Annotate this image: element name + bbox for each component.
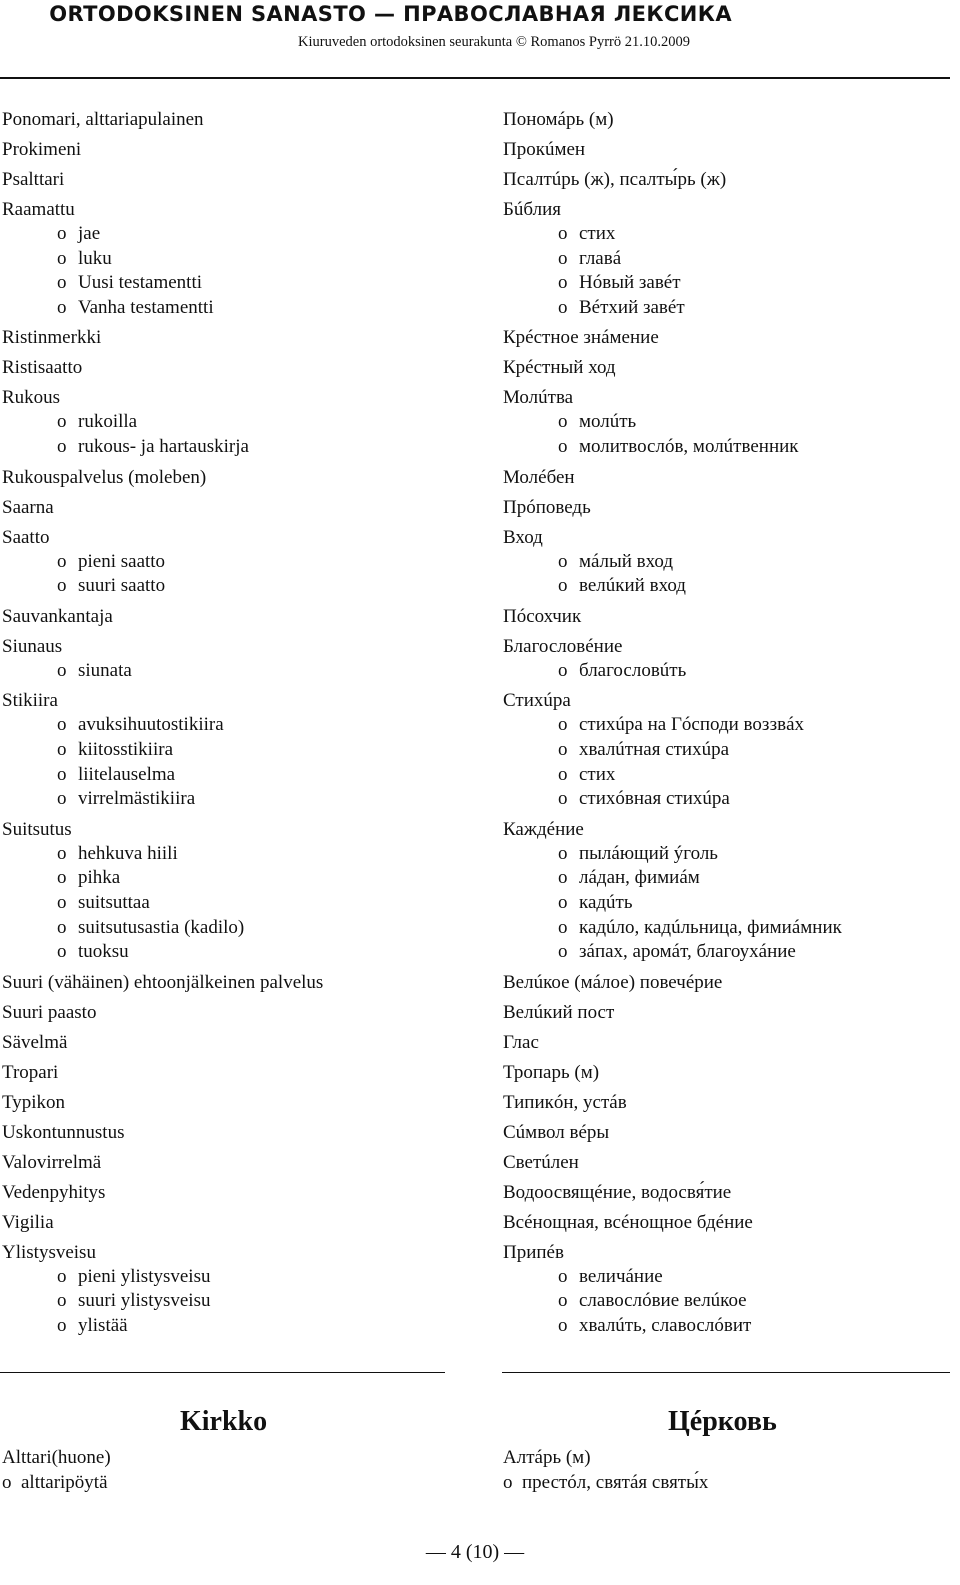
bullet-mark: o — [558, 842, 568, 864]
entry-subterm — [503, 1289, 953, 1314]
entry-term: Бúблия — [503, 199, 561, 220]
subterm-text: hehkuva hiili — [78, 842, 178, 864]
entry-term: Rukouspalvelus (moleben) — [2, 466, 207, 488]
entry-term: Prokimeni — [2, 139, 82, 160]
entry-subterm — [503, 296, 953, 321]
glossary-entry — [2, 1091, 472, 1115]
subterm-text: велúкий вход — [579, 575, 686, 597]
glossary-entry — [2, 1031, 472, 1055]
entry-subterm — [2, 940, 472, 965]
bullet-mark: o — [558, 659, 568, 681]
entry-term: Valovirrelmä — [2, 1151, 102, 1173]
entry-term: Ylistysveisu — [2, 1241, 96, 1263]
entry-subterm — [2, 659, 472, 684]
glossary-entry — [2, 1151, 472, 1175]
finnish-column — [2, 108, 472, 1344]
subterm-text: стихúра на Гóсподи воззвáх — [579, 714, 805, 736]
entry-term: Пономáрь (м) — [503, 109, 614, 130]
glossary-entry — [503, 526, 953, 599]
subterm-text: пылáющий ýголь — [579, 842, 718, 864]
entry-subterm — [2, 296, 472, 321]
bullet-mark: o — [558, 916, 568, 938]
entry-term: Ristisaatto — [2, 357, 83, 379]
bullet-mark: o — [57, 575, 67, 597]
subterm-text: славослóвие велúкое — [579, 1290, 747, 1312]
bullet-mark: o — [558, 714, 568, 736]
glossary-entry — [2, 1001, 472, 1025]
entry-term: Ponomari, alttariapulainen — [2, 109, 204, 130]
entry-term: Прокúмен — [503, 139, 586, 160]
entry-subterm — [503, 659, 953, 684]
entry-term: Typikon — [2, 1091, 66, 1113]
subterm-text: rukous- ja hartauskirja — [78, 435, 249, 457]
glossary-entry — [503, 496, 953, 520]
subterm-text: alttaripöytä — [21, 1471, 108, 1493]
right-separator — [502, 1372, 950, 1373]
entry-term: Велúкий пост — [503, 1001, 615, 1023]
entry-term: Припéв — [503, 1241, 564, 1263]
entry-term: Стихúра — [503, 690, 571, 712]
entry-term: Каждéние — [503, 818, 584, 840]
entry-subterm — [503, 550, 953, 575]
entry-term: Водоосвящéние, водосвя́тие — [503, 1181, 732, 1203]
header-rule — [0, 77, 950, 79]
entry-subterm — [2, 866, 472, 891]
bullet-mark: o — [57, 842, 67, 864]
bullet-mark: o — [558, 575, 568, 597]
entry-subterm — [503, 410, 953, 435]
entry-term: Алтáрь (м) — [503, 1447, 591, 1468]
bullet-mark: o — [2, 1471, 12, 1493]
entry-term: Suuri paasto — [2, 1001, 97, 1023]
bullet-mark: o — [558, 1290, 568, 1312]
entry-term: Велúкое (мáлое) повечéрие — [503, 971, 723, 993]
bullet-mark: o — [558, 738, 568, 760]
entry-term: Светúлен — [503, 1151, 579, 1173]
subterm-text: молитвослóв, молúтвенник — [579, 435, 799, 457]
bullet-mark: o — [57, 435, 67, 457]
glossary-entry — [2, 1241, 472, 1339]
glossary-entry — [503, 168, 953, 192]
bullet-mark: o — [57, 223, 67, 244]
entry-subterm — [2, 787, 472, 812]
entry-term: Suitsutus — [2, 818, 72, 840]
glossary-entry — [503, 818, 953, 965]
glossary-entry — [503, 635, 953, 684]
subterm-text: кадúть — [579, 891, 633, 913]
glossary-entry — [503, 326, 953, 350]
entry-subterm — [2, 713, 472, 738]
subterm-text: молúть — [579, 411, 637, 433]
entry-term: Тропарь (м) — [503, 1061, 600, 1083]
glossary-entry — [503, 1001, 953, 1025]
bullet-mark: o — [57, 867, 67, 889]
entry-term: Прóповедь — [503, 496, 591, 518]
bullet-mark: o — [558, 296, 568, 318]
entry-subterm — [2, 738, 472, 763]
bullet-mark: o — [57, 1314, 67, 1336]
bullet-mark: o — [57, 411, 67, 433]
entry-term: Крéстное знáмение — [503, 327, 659, 349]
entry-subterm — [503, 713, 953, 738]
subterm-text: suuri ylistysveisu — [78, 1290, 211, 1312]
glossary-entry — [2, 496, 472, 520]
glossary-entry — [503, 1151, 953, 1175]
entry-subterm — [503, 222, 953, 247]
section-entry-finnish — [2, 1446, 111, 1495]
glossary-entry — [503, 689, 953, 811]
glossary-entry — [2, 466, 472, 490]
entry-term: Stikiira — [2, 690, 58, 712]
subterm-text: зáпах, аромáт, благоухáние — [579, 941, 796, 963]
entry-subterm — [503, 1314, 953, 1339]
entry-term: Suuri (vähäinen) ehtoonjälkeinen palvelus — [2, 971, 324, 993]
subterm-text: стих — [579, 223, 616, 244]
section-title-finnish: Kirkko — [180, 1406, 268, 1437]
glossary-entry — [503, 1061, 953, 1085]
subterm-text: tuoksu — [78, 941, 129, 963]
entry-term: Saatto — [2, 526, 50, 548]
entry-term: Raamattu — [2, 199, 75, 220]
document-subtitle: Kiuruveden ortodoksinen seurakunta © Romanos Pyrrö 21.10.2009 — [298, 34, 690, 50]
bullet-mark: o — [558, 867, 568, 889]
glossary-entry — [2, 818, 472, 965]
entry-term: Вход — [503, 526, 543, 548]
entry-subterm — [2, 763, 472, 788]
section-title-russian: Цéрковь — [668, 1406, 777, 1437]
entry-term: Молéбен — [503, 466, 575, 488]
bullet-mark: o — [57, 272, 67, 294]
bullet-mark: o — [558, 788, 568, 810]
glossary-entry — [2, 108, 472, 132]
glossary-entry — [503, 138, 953, 162]
entry-subterm — [2, 410, 472, 435]
bullet-mark: o — [558, 247, 568, 269]
glossary-entry — [2, 689, 472, 811]
entry-term: Saarna — [2, 496, 54, 518]
subterm-text: стихóвная стихúра — [579, 788, 730, 810]
entry-subterm — [503, 866, 953, 891]
glossary-entry — [2, 526, 472, 599]
bullet-mark: o — [57, 941, 67, 963]
entry-subterm — [503, 435, 953, 460]
subterm-text: ylistää — [78, 1314, 128, 1336]
subterm-text: luku — [78, 247, 112, 269]
entry-subterm — [2, 435, 472, 460]
bullet-mark: o — [558, 941, 568, 963]
entry-term: Крéстный ход — [503, 357, 616, 379]
bullet-mark: o — [57, 659, 67, 681]
entry-subterm — [2, 247, 472, 272]
bullet-mark: o — [57, 916, 67, 938]
bullet-mark: o — [558, 550, 568, 572]
left-separator — [0, 1372, 445, 1373]
subterm-text: лáдан, фимиáм — [579, 867, 700, 889]
entry-term: Пóсохчик — [503, 605, 582, 627]
entry-subterm — [2, 1314, 472, 1339]
entry-term: Sauvankantaja — [2, 605, 113, 627]
subterm-text: liitelauselma — [78, 763, 176, 785]
bullet-mark: o — [503, 1471, 513, 1493]
entry-term: Siunaus — [2, 635, 63, 657]
entry-subterm — [503, 891, 953, 916]
subterm-text: Нóвый завéт — [579, 272, 681, 294]
entry-subterm — [503, 271, 953, 296]
bullet-mark: o — [57, 1290, 67, 1312]
entry-term: Tropari — [2, 1061, 59, 1083]
russian-column — [503, 108, 953, 1344]
glossary-entry — [2, 138, 472, 162]
entry-subterm — [503, 738, 953, 763]
entry-term: Псалтúрь (ж), псалты́рь (ж) — [503, 169, 727, 190]
entry-term: Сúмвол вéры — [503, 1121, 610, 1143]
entry-subterm — [503, 940, 953, 965]
subterm-text: avuksihuutostikiira — [78, 714, 224, 736]
subterm-text: siunata — [78, 659, 132, 681]
glossary-entry — [2, 1211, 472, 1235]
bullet-mark: o — [57, 738, 67, 760]
bullet-mark: o — [57, 1265, 67, 1287]
glossary-entry — [2, 356, 472, 380]
bullet-mark: o — [57, 788, 67, 810]
entry-subterm — [2, 574, 472, 599]
subterm-text: kiitosstikiira — [78, 738, 173, 760]
glossary-entry — [2, 386, 472, 459]
subterm-text: хвалúтная стихúра — [579, 738, 730, 760]
bullet-mark: o — [57, 763, 67, 785]
bullet-mark: o — [57, 296, 67, 318]
entry-subterm — [2, 1289, 472, 1314]
bullet-mark: o — [558, 411, 568, 433]
entry-term: Vigilia — [2, 1211, 54, 1233]
entry-subterm — [2, 1265, 472, 1290]
entry-subterm — [503, 763, 953, 788]
entry-subterm — [2, 842, 472, 867]
glossary-entry — [2, 198, 472, 320]
glossary-entry — [2, 1061, 472, 1085]
glossary-entry — [503, 971, 953, 995]
entry-subterm — [503, 787, 953, 812]
entry-subterm — [503, 1471, 708, 1496]
subterm-text: Uusi testamentti — [78, 272, 203, 294]
subterm-text: хвалúть, славослóвит — [579, 1314, 752, 1336]
subterm-text: jae — [78, 223, 101, 244]
entry-subterm — [2, 550, 472, 575]
entry-term: Благословéние — [503, 635, 623, 657]
glossary-entry — [2, 1121, 472, 1145]
entry-term: Типикóн, устáв — [503, 1091, 627, 1113]
entry-subterm — [503, 1265, 953, 1290]
glossary-entry — [503, 1211, 953, 1235]
entry-term: Ristinmerkki — [2, 327, 102, 349]
subterm-text: величáние — [579, 1265, 663, 1287]
glossary-entry — [2, 635, 472, 684]
page-number: — 4 (10) — — [425, 1541, 525, 1563]
entry-subterm — [2, 271, 472, 296]
subterm-text: suitsutusastia (kadilo) — [78, 916, 245, 938]
bullet-mark: o — [57, 714, 67, 736]
entry-subterm — [2, 1471, 111, 1496]
entry-term: Глас — [503, 1031, 539, 1053]
subterm-text: rukoilla — [78, 411, 138, 433]
glossary-entry — [2, 1181, 472, 1205]
glossary-entry — [503, 108, 953, 132]
entry-term: Vedenpyhitys — [2, 1181, 106, 1203]
bullet-mark: o — [57, 247, 67, 269]
section-entry-russian — [503, 1446, 708, 1495]
subterm-text: suitsuttaa — [78, 891, 150, 913]
subterm-text: pieni saatto — [78, 550, 166, 572]
bullet-mark: o — [558, 891, 568, 913]
bullet-mark: o — [57, 550, 67, 572]
subterm-text: благословúть — [579, 659, 687, 681]
glossary-entry — [503, 1121, 953, 1145]
bullet-mark: o — [558, 272, 568, 294]
glossary-entry — [2, 326, 472, 350]
subterm-text: Вéтхий завéт — [579, 296, 685, 318]
subterm-text: Vanha testamentti — [78, 296, 214, 318]
subterm-text: стих — [579, 763, 616, 785]
subterm-text: мáлый вход — [579, 550, 673, 572]
subterm-text: pihka — [78, 867, 121, 889]
glossary-entry — [2, 605, 472, 629]
entry-term: Rukous — [2, 387, 61, 409]
entry-subterm — [503, 574, 953, 599]
entry-subterm — [503, 247, 953, 272]
entry-term: Молúтва — [503, 387, 574, 409]
glossary-entry — [503, 466, 953, 490]
entry-subterm — [2, 222, 472, 247]
entry-term: Uskontunnustus — [2, 1121, 125, 1143]
bullet-mark: o — [57, 891, 67, 913]
glossary-entry — [503, 198, 953, 320]
subterm-text: suuri saatto — [78, 575, 166, 597]
entry-subterm — [503, 842, 953, 867]
subterm-text: pieni ylistysveisu — [78, 1265, 211, 1287]
bullet-mark: o — [558, 1314, 568, 1336]
entry-term: Sävelmä — [2, 1031, 68, 1053]
entry-subterm — [2, 916, 472, 941]
bullet-mark: o — [558, 763, 568, 785]
glossary-entry — [503, 1091, 953, 1115]
subterm-text: virrelmästikiira — [78, 788, 196, 810]
glossary-entry — [503, 605, 953, 629]
subterm-text: главá — [579, 247, 622, 269]
glossary-entry — [503, 386, 953, 459]
glossary-entry — [503, 1241, 953, 1339]
entry-term: Alttari(huone) — [2, 1447, 111, 1468]
bullet-mark: o — [558, 1265, 568, 1287]
entry-subterm — [2, 891, 472, 916]
glossary-entry — [503, 1181, 953, 1205]
document-title: ORTODOKSINEN SANASTO — ПРАВОСЛАВНАЯ ЛЕКСИКА — [49, 2, 732, 26]
glossary-entry — [503, 356, 953, 380]
bullet-mark: o — [558, 223, 568, 244]
entry-term: Всéнощная, всéнощное бдéние — [503, 1211, 753, 1233]
subterm-text: престóл, святáя святы́х — [522, 1471, 709, 1493]
entry-term: Psalttari — [2, 169, 65, 190]
glossary-entry — [2, 971, 472, 995]
glossary-entry — [503, 1031, 953, 1055]
glossary-entry — [2, 168, 472, 192]
subterm-text: кадúло, кадúльница, фимиáмник — [579, 916, 842, 938]
bullet-mark: o — [558, 435, 568, 457]
entry-subterm — [503, 916, 953, 941]
